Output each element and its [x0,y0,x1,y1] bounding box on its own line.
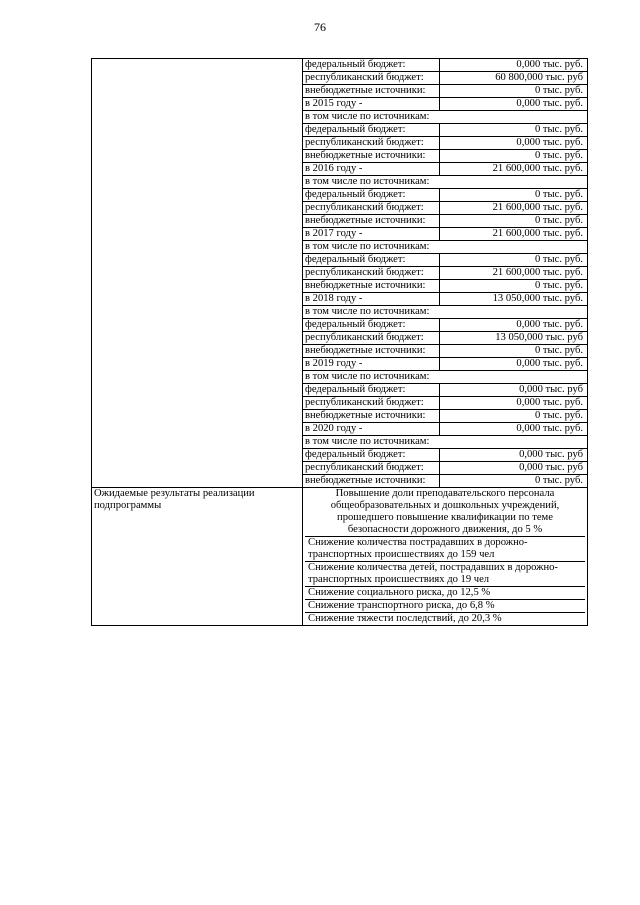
funding-row-value: 0 тыс. руб. [440,215,588,228]
funding-row [303,397,587,410]
funding-row-value: 0 тыс. руб. [440,280,588,293]
result-item: Снижение транспортного риска, до 6,8 % [305,600,585,613]
result-item: Снижение социального риска, до 12,5 % [305,587,585,600]
funding-row [303,202,587,215]
funding-row-label: внебюджетные источники: [303,150,440,163]
funding-row-label: республиканский бюджет: [303,72,440,85]
program-table [91,58,588,626]
funding-row-label: республиканский бюджет: [303,267,440,280]
funding-row [303,267,587,280]
results-section [92,488,588,626]
funding-table [303,59,587,487]
funding-row-label: федеральный бюджет: [303,319,440,332]
results-list [305,488,585,625]
funding-row-label: внебюджетные источники: [303,85,440,98]
funding-row-label: федеральный бюджет: [303,384,440,397]
funding-row-label: в 2017 году - [303,228,440,241]
funding-row-label: федеральный бюджет: [303,124,440,137]
funding-row-value: 60 800,000 тыс. руб [440,72,588,85]
funding-row-label: внебюджетные источники: [303,345,440,358]
funding-row-value: 0 тыс. руб. [440,345,588,358]
funding-row [303,306,587,319]
funding-row-value: 0 тыс. руб. [440,254,588,267]
funding-row-value: 0,000 тыс. руб. [440,59,588,72]
funding-row-label: федеральный бюджет: [303,449,440,462]
funding-row-value: 0,000 тыс. руб. [440,319,588,332]
funding-row-value: 0,000 тыс. руб [440,462,588,475]
funding-row-value: 0,000 тыс. руб [440,449,588,462]
funding-row-label: федеральный бюджет: [303,59,440,72]
funding-row [303,345,587,358]
funding-row [303,462,587,475]
page-number: 76 [314,20,326,34]
funding-row [303,449,587,462]
funding-row [303,358,587,371]
funding-row-value: 0,000 тыс. руб. [440,98,588,111]
results-cell [303,488,588,626]
funding-row [303,111,587,124]
funding-row-value: 0,000 тыс. руб. [440,423,588,436]
funding-row [303,98,587,111]
funding-row-value: 0 тыс. руб. [440,150,588,163]
funding-row [303,163,587,176]
funding-row [303,293,587,306]
funding-row [303,72,587,85]
funding-row [303,319,587,332]
funding-row [303,371,587,384]
funding-row [303,189,587,202]
funding-subheader: в том числе по источникам: [303,111,587,124]
results-label: Ожидаемые результаты реализации подпрограммы [92,488,303,626]
funding-row [303,475,587,488]
funding-row-label: федеральный бюджет: [303,189,440,202]
funding-row-label: республиканский бюджет: [303,137,440,150]
funding-row [303,423,587,436]
funding-row [303,176,587,189]
funding-row [303,85,587,98]
funding-row-value: 0 тыс. руб. [534,475,583,486]
result-item: Снижение количества детей, пострадавших в дорожно-транспортных происшествиях до 19 чел [305,562,585,587]
funding-row [303,241,587,254]
funding-row-label: республиканский бюджет: [303,462,440,475]
funding-row [303,124,587,137]
funding-row-label: республиканский бюджет: [303,397,440,410]
funding-section [92,59,588,488]
funding-row [303,410,587,423]
funding-row-label: республиканский бюджет: [303,202,440,215]
funding-row-value: 0,000 тыс. руб [440,384,588,397]
funding-label-cell [92,59,303,488]
funding-row-label: в 2020 году - [303,423,440,436]
funding-row-value: 21 600,000 тыс. руб. [440,228,588,241]
funding-row [303,254,587,267]
funding-row-value: 21 600,000 тыс. руб. [440,202,588,215]
result-item: Снижение количества пострадавших в дорожно-транспортных происшествиях до 159 чел [305,537,585,562]
funding-subheader: в том числе по источникам: [303,176,587,189]
funding-row [303,384,587,397]
funding-row [303,215,587,228]
funding-row [303,332,587,345]
funding-row-value: 13 050,000 тыс. руб. [440,293,588,306]
funding-row-value: 13 050,000 тыс. руб [440,332,588,345]
funding-row [303,150,587,163]
funding-subheader: в том числе по источникам: [303,371,587,384]
funding-row-label: внебюджетные источники: [303,410,440,423]
funding-row [303,436,587,449]
funding-row-value: 0,000 тыс. руб. [440,358,588,371]
funding-row [303,137,587,150]
funding-row-value: 0 тыс. руб. [440,124,588,137]
funding-subheader: в том числе по источникам: [303,306,587,319]
result-item: Повышение доли преподавательского персонала общеобразовательных и дошкольных учреждений, прошедшего повышение квалификации по теме безопасности дорожного движения, до 5 % [305,488,585,537]
funding-row [303,59,587,72]
funding-row-label: внебюджетные источники: [303,280,440,293]
funding-cell [303,59,588,488]
funding-row-label: федеральный бюджет: [303,254,440,267]
funding-row-label: внебюджетные источники: [303,215,440,228]
funding-row-label: в 2015 году - [303,98,440,111]
funding-row-value: 0,000 тыс. руб. [440,397,588,410]
funding-row [303,228,587,241]
result-item: Снижение тяжести последствий, до 20,3 % [308,613,502,624]
funding-subheader: в том числе по источникам: [303,436,587,449]
funding-row-value: 21 600,000 тыс. руб. [440,163,588,176]
funding-row-label: республиканский бюджет: [303,332,440,345]
funding-row-label: в 2018 году - [303,293,440,306]
funding-row-value: 21 600,000 тыс. руб. [440,267,588,280]
funding-row-label: в 2016 году - [303,163,440,176]
funding-row [303,280,587,293]
funding-row-value: 0 тыс. руб. [440,189,588,202]
funding-subheader: в том числе по источникам: [303,241,587,254]
funding-row-label: в 2019 году - [303,358,440,371]
funding-row-value: 0,000 тыс. руб. [440,137,588,150]
funding-row-value: 0 тыс. руб. [440,85,588,98]
funding-row-label: внебюджетные источники: [303,475,440,488]
funding-row-value: 0 тыс. руб. [440,410,588,423]
